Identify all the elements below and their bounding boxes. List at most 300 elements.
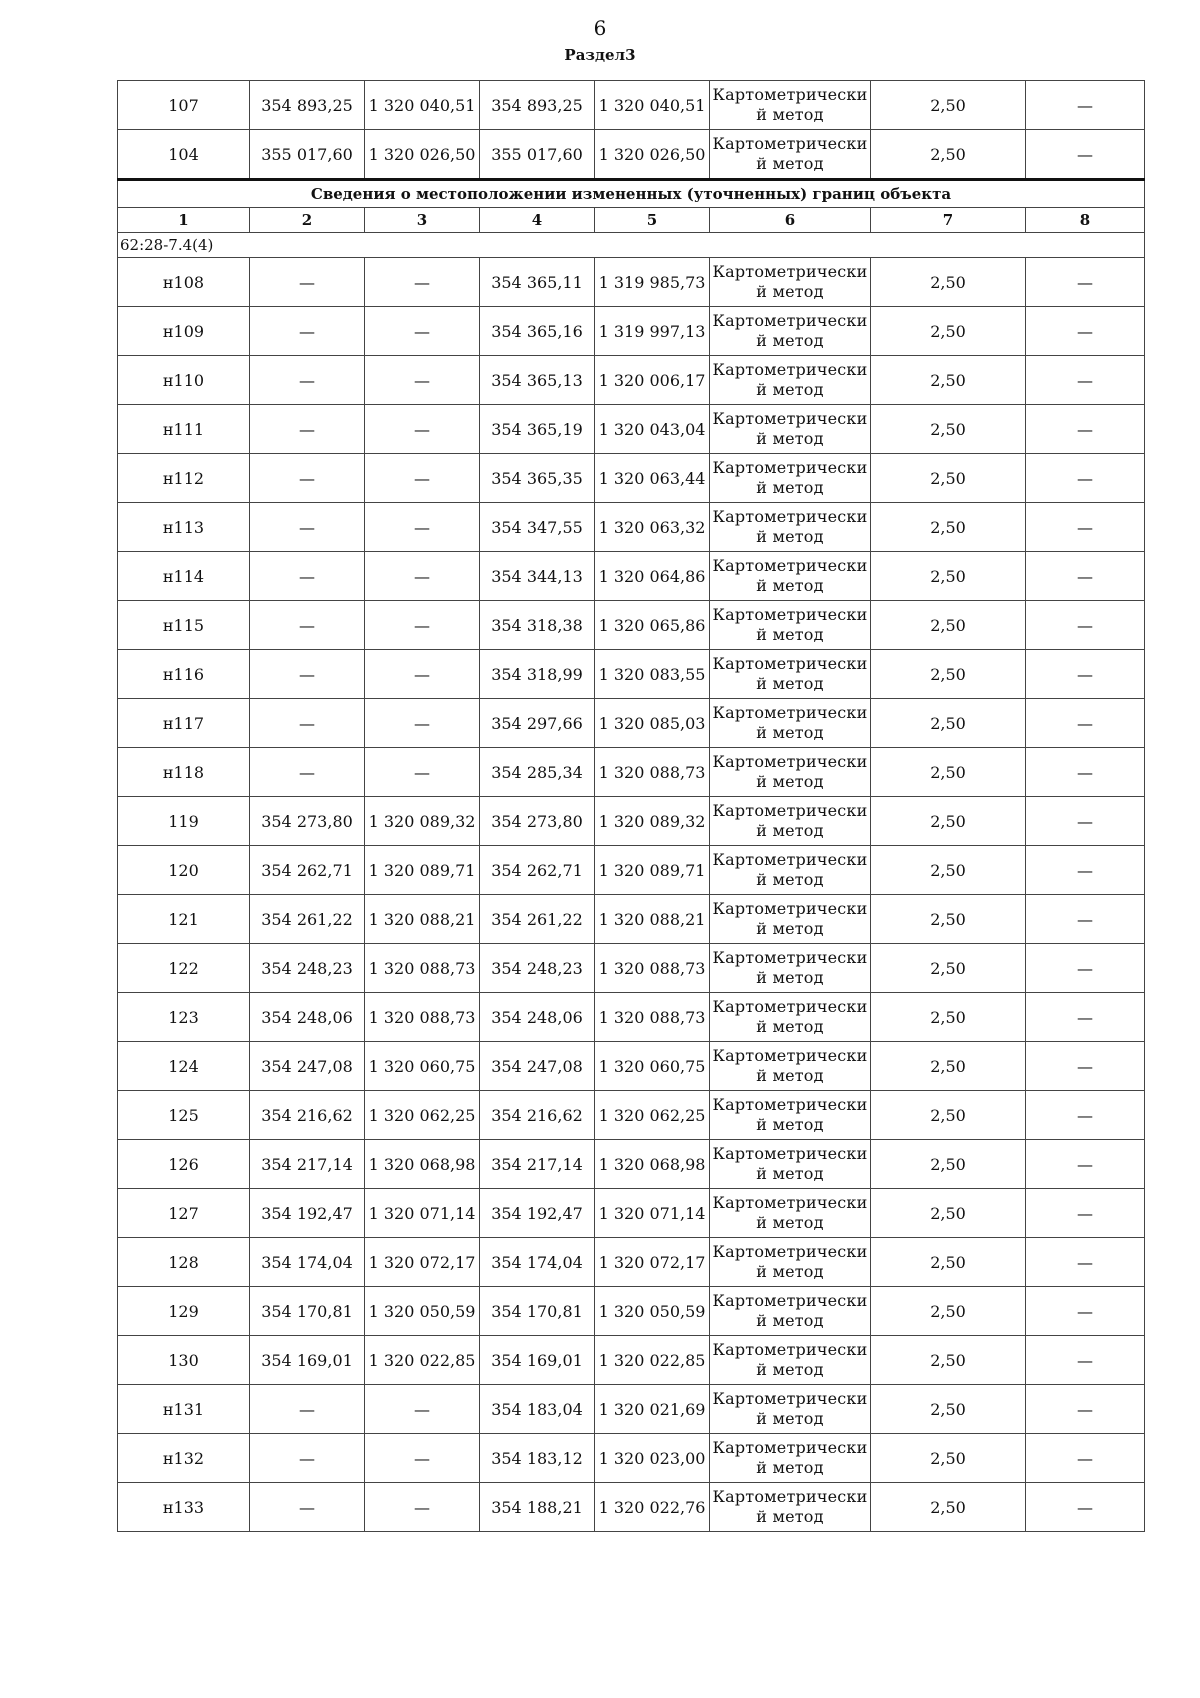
precision-cell: 2,50 (871, 258, 1026, 307)
note-cell: — (1026, 1385, 1145, 1434)
x-old-cell: — (250, 1483, 365, 1532)
method-cell (710, 797, 871, 846)
table-row (118, 699, 1145, 748)
method-line1: Картометрически (712, 311, 868, 330)
method-cell (710, 895, 871, 944)
x-new-cell: 354 365,16 (480, 307, 595, 356)
method-cell (710, 846, 871, 895)
precision-cell: 2,50 (871, 1434, 1026, 1483)
table-body (118, 81, 1145, 1532)
method-line2: й метод (756, 1262, 824, 1281)
y-new-cell: 1 320 063,44 (595, 454, 710, 503)
x-new-cell: 354 183,12 (480, 1434, 595, 1483)
y-old-cell: — (365, 503, 480, 552)
y-new-cell: 1 320 022,85 (595, 1336, 710, 1385)
precision-cell: 2,50 (871, 1042, 1026, 1091)
x-old-cell: 354 247,08 (250, 1042, 365, 1091)
method-line1: Картометрически (712, 458, 868, 477)
y-new-cell: 1 320 085,03 (595, 699, 710, 748)
precision-cell: 2,50 (871, 993, 1026, 1042)
y-new-cell: 1 320 065,86 (595, 601, 710, 650)
precision-cell: 2,50 (871, 650, 1026, 699)
x-old-cell: — (250, 699, 365, 748)
precision-cell: 2,50 (871, 405, 1026, 454)
x-new-cell: 354 262,71 (480, 846, 595, 895)
y-new-cell: 1 320 083,55 (595, 650, 710, 699)
y-new-cell: 1 320 006,17 (595, 356, 710, 405)
method-line1: Картометрически (712, 1242, 868, 1261)
point-id-cell: н111 (118, 405, 250, 454)
x-old-cell: 354 169,01 (250, 1336, 365, 1385)
y-old-cell: — (365, 454, 480, 503)
table-row (118, 601, 1145, 650)
point-id-cell: 127 (118, 1189, 250, 1238)
note-cell: — (1026, 1434, 1145, 1483)
note-cell: — (1026, 1287, 1145, 1336)
precision-cell: 2,50 (871, 1238, 1026, 1287)
note-cell: — (1026, 454, 1145, 503)
table-row (118, 503, 1145, 552)
method-cell (710, 1385, 871, 1434)
y-old-cell: 1 320 072,17 (365, 1238, 480, 1287)
note-cell: — (1026, 748, 1145, 797)
y-new-cell: 1 320 089,71 (595, 846, 710, 895)
method-line2: й метод (756, 1115, 824, 1134)
method-line1: Картометрически (712, 262, 868, 281)
method-line1: Картометрически (712, 899, 868, 918)
method-line1: Картометрически (712, 1046, 868, 1065)
y-old-cell: — (365, 1483, 480, 1532)
point-id-cell: 121 (118, 895, 250, 944)
y-old-cell: — (365, 699, 480, 748)
y-old-cell: — (365, 307, 480, 356)
precision-cell: 2,50 (871, 748, 1026, 797)
y-old-cell: 1 320 050,59 (365, 1287, 480, 1336)
subsection-label: 62:28-7.4(4) (118, 233, 1145, 258)
table-caption: Сведения о местоположении измененных (уточненных) границ объекта (118, 180, 1145, 208)
precision-cell: 2,50 (871, 356, 1026, 405)
x-old-cell: 354 248,06 (250, 993, 365, 1042)
point-id-cell: н114 (118, 552, 250, 601)
precision-cell: 2,50 (871, 1336, 1026, 1385)
method-cell (710, 258, 871, 307)
column-number: 5 (595, 208, 710, 233)
method-line2: й метод (756, 154, 824, 173)
method-line2: й метод (756, 1017, 824, 1036)
point-id-cell: 124 (118, 1042, 250, 1091)
note-cell: — (1026, 307, 1145, 356)
y-new-cell: 1 320 062,25 (595, 1091, 710, 1140)
y-old-cell: — (365, 258, 480, 307)
method-line1: Картометрически (712, 1144, 868, 1163)
method-cell (710, 1336, 871, 1385)
y-old-cell: — (365, 356, 480, 405)
table-row (118, 356, 1145, 405)
method-cell (710, 699, 871, 748)
method-line2: й метод (756, 968, 824, 987)
method-line2: й метод (756, 282, 824, 301)
x-new-cell: 354 318,38 (480, 601, 595, 650)
y-new-cell: 1 320 040,51 (595, 81, 710, 130)
method-cell (710, 1042, 871, 1091)
method-line2: й метод (756, 478, 824, 497)
y-new-cell: 1 320 089,32 (595, 797, 710, 846)
y-old-cell: — (365, 601, 480, 650)
x-new-cell: 354 365,13 (480, 356, 595, 405)
table-row (118, 846, 1145, 895)
x-old-cell: — (250, 454, 365, 503)
method-line2: й метод (756, 1507, 824, 1526)
note-cell: — (1026, 552, 1145, 601)
precision-cell: 2,50 (871, 81, 1026, 130)
method-cell (710, 1483, 871, 1532)
precision-cell: 2,50 (871, 895, 1026, 944)
precision-cell: 2,50 (871, 601, 1026, 650)
x-old-cell: 354 174,04 (250, 1238, 365, 1287)
point-id-cell: н131 (118, 1385, 250, 1434)
note-cell: — (1026, 1091, 1145, 1140)
precision-cell: 2,50 (871, 1287, 1026, 1336)
point-id-cell: 128 (118, 1238, 250, 1287)
column-number: 4 (480, 208, 595, 233)
x-old-cell: — (250, 748, 365, 797)
column-number: 1 (118, 208, 250, 233)
table-row (118, 748, 1145, 797)
precision-cell: 2,50 (871, 1140, 1026, 1189)
x-old-cell: — (250, 601, 365, 650)
note-cell: — (1026, 699, 1145, 748)
y-old-cell: — (365, 650, 480, 699)
y-new-cell: 1 320 088,73 (595, 944, 710, 993)
table-row (118, 1336, 1145, 1385)
table-row (118, 130, 1145, 180)
precision-cell: 2,50 (871, 1483, 1026, 1532)
y-new-cell: 1 320 023,00 (595, 1434, 710, 1483)
y-new-cell: 1 320 026,50 (595, 130, 710, 180)
method-line2: й метод (756, 821, 824, 840)
point-id-cell: н108 (118, 258, 250, 307)
y-new-cell: 1 320 068,98 (595, 1140, 710, 1189)
y-old-cell: 1 320 089,32 (365, 797, 480, 846)
note-cell: — (1026, 650, 1145, 699)
column-number: 3 (365, 208, 480, 233)
y-old-cell: 1 320 062,25 (365, 1091, 480, 1140)
x-new-cell: 354 248,06 (480, 993, 595, 1042)
method-line2: й метод (756, 1164, 824, 1183)
table-row (118, 944, 1145, 993)
method-cell (710, 1238, 871, 1287)
y-new-cell: 1 320 063,32 (595, 503, 710, 552)
table-row (118, 1287, 1145, 1336)
x-new-cell: 354 318,99 (480, 650, 595, 699)
method-line2: й метод (756, 331, 824, 350)
table-row (118, 650, 1145, 699)
method-line1: Картометрически (712, 85, 868, 104)
method-cell (710, 1091, 871, 1140)
method-line1: Картометрически (712, 801, 868, 820)
x-old-cell: 354 273,80 (250, 797, 365, 846)
caption-row (118, 180, 1145, 208)
section-title: Раздел3 (564, 46, 636, 64)
precision-cell: 2,50 (871, 503, 1026, 552)
point-id-cell: 123 (118, 993, 250, 1042)
precision-cell: 2,50 (871, 797, 1026, 846)
method-line1: Картометрически (712, 997, 868, 1016)
y-new-cell: 1 320 060,75 (595, 1042, 710, 1091)
note-cell: — (1026, 797, 1145, 846)
y-old-cell: 1 320 088,21 (365, 895, 480, 944)
method-cell (710, 552, 871, 601)
precision-cell: 2,50 (871, 307, 1026, 356)
table-row (118, 1091, 1145, 1140)
method-line2: й метод (756, 625, 824, 644)
method-cell (710, 1287, 871, 1336)
method-line1: Картометрически (712, 1193, 868, 1212)
method-line2: й метод (756, 1458, 824, 1477)
precision-cell: 2,50 (871, 699, 1026, 748)
method-cell (710, 1434, 871, 1483)
method-line2: й метод (756, 576, 824, 595)
y-new-cell: 1 320 088,21 (595, 895, 710, 944)
note-cell: — (1026, 130, 1145, 180)
precision-cell: 2,50 (871, 846, 1026, 895)
x-old-cell: 355 017,60 (250, 130, 365, 180)
y-new-cell: 1 319 997,13 (595, 307, 710, 356)
x-old-cell: 354 216,62 (250, 1091, 365, 1140)
column-numbers-row (118, 208, 1145, 233)
method-line1: Картометрически (712, 1291, 868, 1310)
x-new-cell: 354 188,21 (480, 1483, 595, 1532)
x-new-cell: 354 365,35 (480, 454, 595, 503)
x-new-cell: 354 344,13 (480, 552, 595, 601)
x-old-cell: 354 262,71 (250, 846, 365, 895)
y-new-cell: 1 320 021,69 (595, 1385, 710, 1434)
x-new-cell: 354 216,62 (480, 1091, 595, 1140)
note-cell: — (1026, 601, 1145, 650)
y-old-cell: 1 320 022,85 (365, 1336, 480, 1385)
method-cell (710, 81, 871, 130)
x-old-cell: — (250, 356, 365, 405)
method-line2: й метод (756, 772, 824, 791)
method-line2: й метод (756, 380, 824, 399)
point-id-cell: н109 (118, 307, 250, 356)
point-id-cell: 130 (118, 1336, 250, 1385)
method-line1: Картометрически (712, 1438, 868, 1457)
table-row (118, 405, 1145, 454)
table-row (118, 797, 1145, 846)
method-line2: й метод (756, 527, 824, 546)
point-id-cell: н110 (118, 356, 250, 405)
table-row (118, 552, 1145, 601)
note-cell: — (1026, 405, 1145, 454)
method-line1: Картометрически (712, 1340, 868, 1359)
method-cell (710, 356, 871, 405)
table-row (118, 1189, 1145, 1238)
table-row (118, 1042, 1145, 1091)
method-cell (710, 1140, 871, 1189)
method-cell (710, 1189, 871, 1238)
method-cell (710, 601, 871, 650)
method-line2: й метод (756, 1311, 824, 1330)
x-new-cell: 355 017,60 (480, 130, 595, 180)
method-cell (710, 454, 871, 503)
method-line1: Картометрически (712, 605, 868, 624)
table-row (118, 81, 1145, 130)
column-number: 8 (1026, 208, 1145, 233)
method-line1: Картометрически (712, 409, 868, 428)
x-old-cell: — (250, 552, 365, 601)
y-new-cell: 1 320 022,76 (595, 1483, 710, 1532)
coordinates-table (117, 80, 1145, 1532)
method-cell (710, 130, 871, 180)
note-cell: — (1026, 846, 1145, 895)
point-id-cell: 126 (118, 1140, 250, 1189)
x-new-cell: 354 285,34 (480, 748, 595, 797)
table-row (118, 1140, 1145, 1189)
y-new-cell: 1 320 088,73 (595, 748, 710, 797)
note-cell: — (1026, 1483, 1145, 1532)
precision-cell: 2,50 (871, 1385, 1026, 1434)
method-cell (710, 307, 871, 356)
x-new-cell: 354 247,08 (480, 1042, 595, 1091)
x-new-cell: 354 192,47 (480, 1189, 595, 1238)
x-new-cell: 354 170,81 (480, 1287, 595, 1336)
y-new-cell: 1 320 050,59 (595, 1287, 710, 1336)
y-old-cell: 1 320 026,50 (365, 130, 480, 180)
point-id-cell: 120 (118, 846, 250, 895)
y-new-cell: 1 320 088,73 (595, 993, 710, 1042)
table-row (118, 895, 1145, 944)
subsection-row (118, 233, 1145, 258)
table-row (118, 307, 1145, 356)
note-cell: — (1026, 1042, 1145, 1091)
point-id-cell: 107 (118, 81, 250, 130)
column-number: 2 (250, 208, 365, 233)
x-new-cell: 354 248,23 (480, 944, 595, 993)
method-line1: Картометрически (712, 1487, 868, 1506)
method-line1: Картометрически (712, 134, 868, 153)
x-old-cell: — (250, 1434, 365, 1483)
note-cell: — (1026, 258, 1145, 307)
y-old-cell: 1 320 071,14 (365, 1189, 480, 1238)
method-line1: Картометрически (712, 654, 868, 673)
method-line1: Картометрически (712, 507, 868, 526)
y-old-cell: 1 320 068,98 (365, 1140, 480, 1189)
x-old-cell: — (250, 503, 365, 552)
note-cell: — (1026, 944, 1145, 993)
precision-cell: 2,50 (871, 1189, 1026, 1238)
point-id-cell: 125 (118, 1091, 250, 1140)
x-new-cell: 354 174,04 (480, 1238, 595, 1287)
note-cell: — (1026, 1336, 1145, 1385)
point-id-cell: н115 (118, 601, 250, 650)
y-old-cell: — (365, 748, 480, 797)
method-cell (710, 650, 871, 699)
note-cell: — (1026, 356, 1145, 405)
method-line2: й метод (756, 1213, 824, 1232)
x-new-cell: 354 183,04 (480, 1385, 595, 1434)
x-old-cell: — (250, 258, 365, 307)
precision-cell: 2,50 (871, 552, 1026, 601)
method-line1: Картометрически (712, 556, 868, 575)
table-row (118, 454, 1145, 503)
method-line2: й метод (756, 870, 824, 889)
x-new-cell: 354 217,14 (480, 1140, 595, 1189)
note-cell: — (1026, 1238, 1145, 1287)
page-number: 6 (593, 16, 607, 40)
method-line1: Картометрически (712, 1095, 868, 1114)
method-line2: й метод (756, 1409, 824, 1428)
precision-cell: 2,50 (871, 130, 1026, 180)
point-id-cell: 119 (118, 797, 250, 846)
method-line1: Картометрически (712, 948, 868, 967)
precision-cell: 2,50 (871, 944, 1026, 993)
y-new-cell: 1 319 985,73 (595, 258, 710, 307)
y-old-cell: 1 320 040,51 (365, 81, 480, 130)
method-line1: Картометрически (712, 360, 868, 379)
x-old-cell: — (250, 405, 365, 454)
x-old-cell: 354 170,81 (250, 1287, 365, 1336)
x-old-cell: 354 261,22 (250, 895, 365, 944)
method-cell (710, 503, 871, 552)
point-id-cell: 129 (118, 1287, 250, 1336)
precision-cell: 2,50 (871, 454, 1026, 503)
x-new-cell: 354 347,55 (480, 503, 595, 552)
y-old-cell: — (365, 1385, 480, 1434)
y-new-cell: 1 320 072,17 (595, 1238, 710, 1287)
y-old-cell: — (365, 552, 480, 601)
note-cell: — (1026, 993, 1145, 1042)
method-line2: й метод (756, 1360, 824, 1379)
y-new-cell: 1 320 071,14 (595, 1189, 710, 1238)
x-old-cell: 354 248,23 (250, 944, 365, 993)
y-new-cell: 1 320 043,04 (595, 405, 710, 454)
method-line2: й метод (756, 1066, 824, 1085)
method-line2: й метод (756, 674, 824, 693)
point-id-cell: н132 (118, 1434, 250, 1483)
point-id-cell: н116 (118, 650, 250, 699)
note-cell: — (1026, 81, 1145, 130)
method-line2: й метод (756, 429, 824, 448)
y-old-cell: 1 320 088,73 (365, 993, 480, 1042)
point-id-cell: 122 (118, 944, 250, 993)
x-new-cell: 354 365,19 (480, 405, 595, 454)
x-old-cell: 354 893,25 (250, 81, 365, 130)
x-old-cell: — (250, 1385, 365, 1434)
method-line2: й метод (756, 105, 824, 124)
x-old-cell: — (250, 307, 365, 356)
x-new-cell: 354 365,11 (480, 258, 595, 307)
table-row (118, 1434, 1145, 1483)
table-row (118, 1238, 1145, 1287)
method-line2: й метод (756, 723, 824, 742)
y-old-cell: — (365, 1434, 480, 1483)
x-new-cell: 354 297,66 (480, 699, 595, 748)
point-id-cell: н118 (118, 748, 250, 797)
point-id-cell: 104 (118, 130, 250, 180)
method-line1: Картометрически (712, 1389, 868, 1408)
y-old-cell: 1 320 089,71 (365, 846, 480, 895)
x-new-cell: 354 169,01 (480, 1336, 595, 1385)
method-line1: Картометрически (712, 703, 868, 722)
table-row (118, 258, 1145, 307)
x-old-cell: 354 192,47 (250, 1189, 365, 1238)
table-row (118, 1483, 1145, 1532)
method-line2: й метод (756, 919, 824, 938)
x-new-cell: 354 893,25 (480, 81, 595, 130)
point-id-cell: н117 (118, 699, 250, 748)
x-old-cell: 354 217,14 (250, 1140, 365, 1189)
